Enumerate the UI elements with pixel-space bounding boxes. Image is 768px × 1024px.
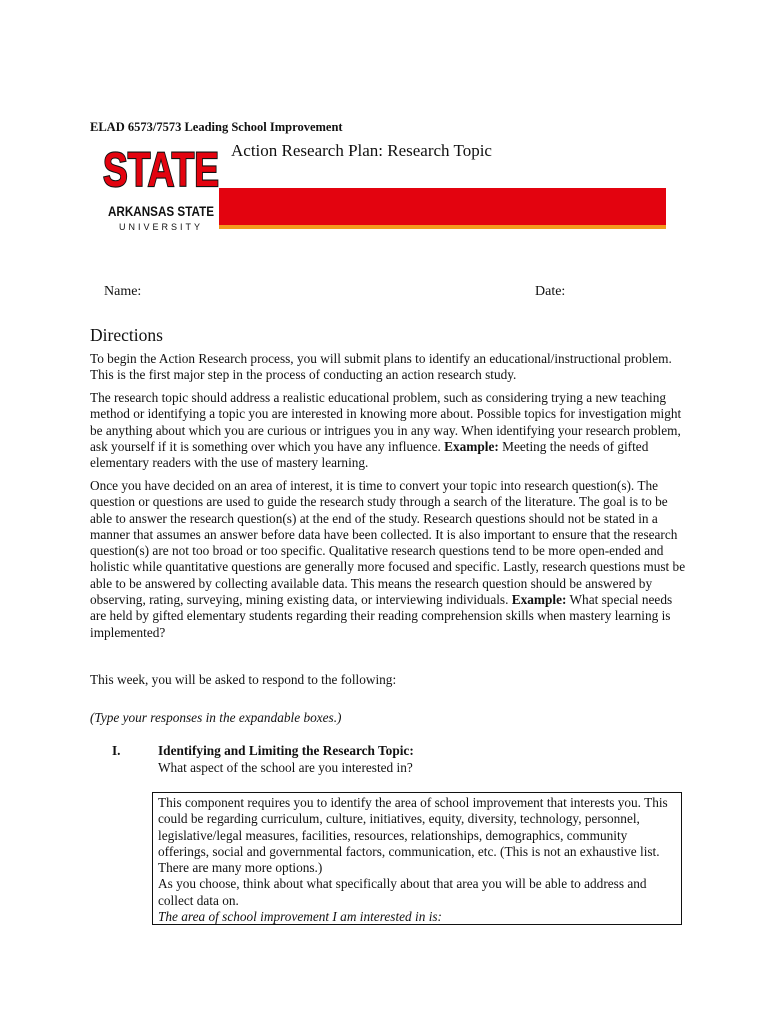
directions-paragraph-3 bbox=[90, 478, 686, 641]
response-prompt: The area of school improvement I am interested in is: bbox=[158, 909, 442, 925]
section-number: I. bbox=[112, 743, 121, 758]
example-text: Meeting the needs of gifted elementary readers with the use of mastery learning. bbox=[90, 438, 649, 471]
example-text: What special needs are held by gifted elementary students regarding their reading comprehension skills when mastery learning is implemented? bbox=[90, 592, 673, 640]
svg-text:ARKANSAS STATE: ARKANSAS STATE bbox=[108, 204, 214, 219]
response-box[interactable] bbox=[152, 792, 682, 925]
arkansas-state-logo bbox=[100, 138, 222, 234]
paragraph-text: Once you have decided on an area of interest, it is time to convert your topic into research question(s). The question or questions are used to guide the research study through a search of the literature. The goal is to be able to answer the research question(s) at the end of the study. Research questions should not be stated in a manner that assumes an answer before data have been collected. It is also important to ensure that the research question(s) are not too broad or too specific. Qualitative research questions tend to be more open-ended and holistic while quantitative questions are generally more focused and specific. Lastly, research questions must be able to be answered by collecting available data. This means the research question should be answered by observing, rating, surveying, mining existing data, or interviewing individuals. bbox=[90, 478, 686, 608]
response-guidance-2: As you choose, think about what specifically about that area you will be able to address and collect data on. bbox=[158, 876, 647, 908]
example-label: Example: bbox=[444, 438, 499, 454]
header-orange-line bbox=[219, 225, 666, 229]
directions-heading: Directions bbox=[90, 325, 163, 345]
paragraph-text: The research topic should address a realistic educational problem, such as considering trying a new teaching method or identifying a topic you are interested in knowing more about. Possible topics for investigation might be anything about which you are curious or intrigues you in any way. When identifying your research problem, ask yourself if it is something over which you have any influence. bbox=[90, 390, 682, 454]
document-title: Action Research Plan: Research Topic bbox=[231, 141, 492, 160]
response-guidance: This component requires you to identify the area of school improvement that interests you. This could be regarding curriculum, culture, initiatives, equity, diversity, technology, personnel, legislative/legal measures, facilities, resources, relationships, demographics, community offerings, social and governmental factors, communication, etc. (This is not an exhaustive list. There are many more options.) bbox=[158, 795, 668, 876]
name-label: Name: bbox=[104, 284, 142, 299]
header-red-bar bbox=[219, 188, 666, 225]
svg-text:STATE: STATE bbox=[103, 144, 219, 197]
response-note: (Type your responses in the expandable boxes.) bbox=[90, 710, 342, 725]
section-question: What aspect of the school are you interested in? bbox=[158, 760, 413, 775]
directions-paragraph-2 bbox=[90, 390, 686, 471]
example-label: Example: bbox=[511, 592, 567, 608]
course-title: ELAD 6573/7573 Leading School Improvement bbox=[90, 120, 343, 134]
directions-paragraph-1: To begin the Action Research process, you will submit plans to identify an educational/instructional problem. This is the first major step in the process of conducting an action research study. bbox=[90, 351, 672, 383]
section-heading: Identifying and Limiting the Research Topic: bbox=[158, 743, 414, 758]
respond-instruction: This week, you will be asked to respond to the following: bbox=[90, 672, 397, 687]
date-label: Date: bbox=[535, 284, 566, 299]
svg-text:UNIVERSITY: UNIVERSITY bbox=[118, 222, 204, 232]
